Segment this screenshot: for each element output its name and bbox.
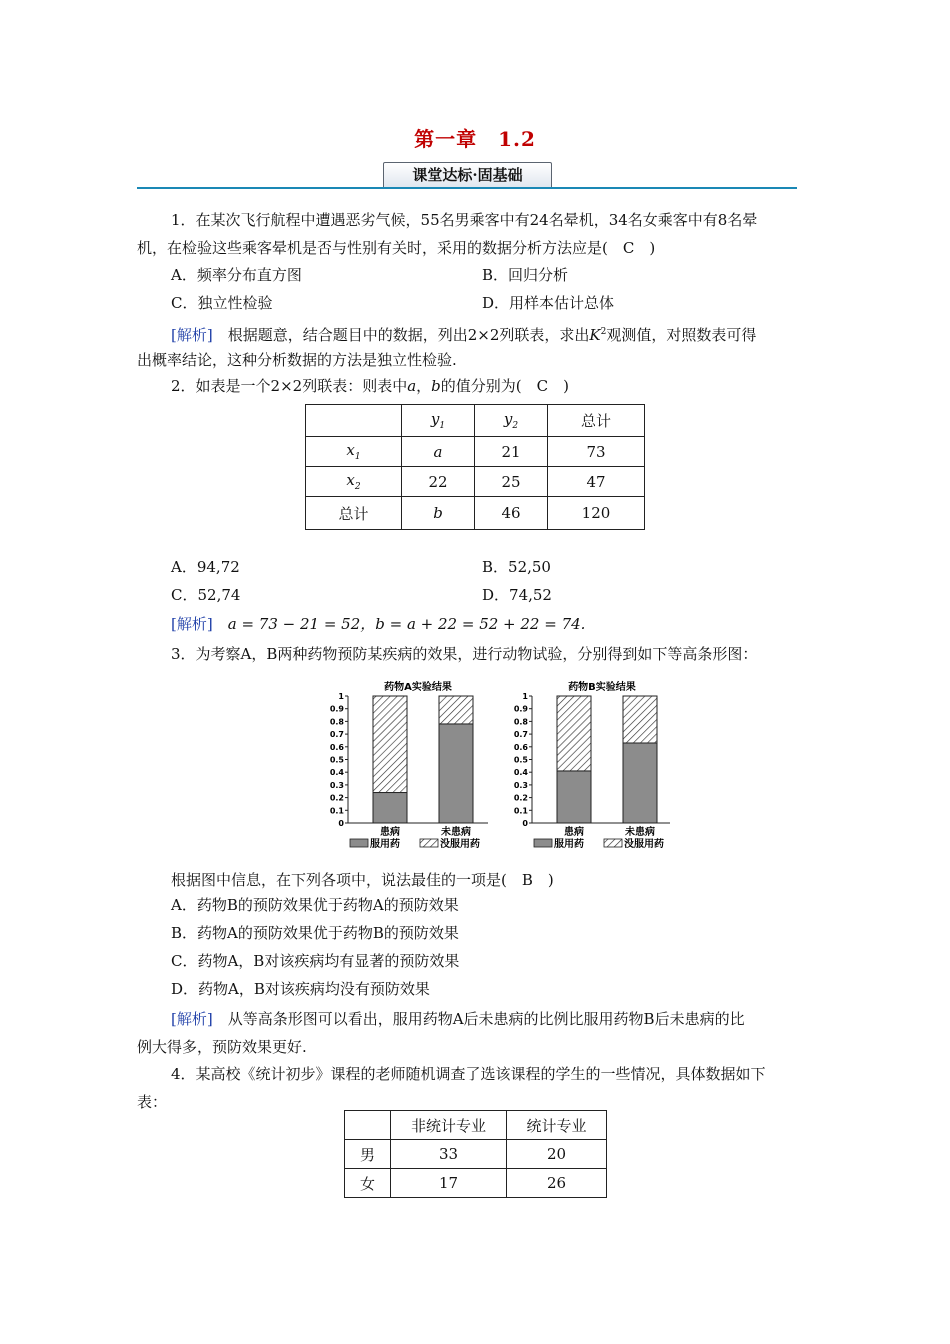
chart-title: 药物B实验结果: [568, 682, 636, 693]
legend-swatch-untreated: [604, 839, 622, 847]
y-tick-label: 0.1: [513, 806, 528, 816]
y-tick-label: 0.3: [513, 780, 528, 790]
q3-analysis-line2: 例大得多，预防效果更好.: [137, 1038, 307, 1056]
y-tick-label: 0.2: [329, 793, 344, 803]
q2-line: 2．如表是一个2×2列联表：则表中a，b的值分别为( C ): [171, 377, 569, 395]
y-tick-label: 0: [338, 819, 344, 828]
category-label: 患病: [564, 827, 584, 838]
bar-treated: [439, 724, 473, 823]
q4-line1: 4．某高校《统计初步》课程的老师随机调查了选该课程的学生的一些情况，具体数据如下: [171, 1065, 766, 1083]
category-label: 未患病: [441, 827, 471, 838]
y-tick-label: 1: [522, 692, 528, 701]
q3-answer: B: [521, 871, 533, 889]
bar-treated: [623, 743, 657, 823]
y-tick-label: 0.2: [513, 793, 528, 803]
y-tick-label: 0.9: [513, 704, 528, 714]
table-row: $y_1$ $y_2$ 总计: [306, 405, 645, 437]
bar-treated: [373, 793, 407, 823]
y-tick-label: 1: [338, 692, 344, 701]
table-row: 非统计专业 统计专业: [345, 1111, 607, 1140]
category-label: 未患病: [625, 827, 655, 838]
y-tick-label: 0.4: [513, 768, 528, 778]
legend-label: 没服用药: [624, 839, 664, 850]
analysis-label: [解析]: [171, 615, 213, 633]
legend-swatch-treated: [534, 839, 552, 847]
y-tick-label: 0: [522, 819, 528, 828]
y-tick-label: 0.8: [329, 717, 344, 727]
bar-untreated: [623, 696, 657, 743]
table-header-total: 总计: [548, 405, 645, 437]
q1-answer: C: [622, 239, 635, 257]
y-tick-label: 0.6: [513, 742, 528, 752]
y-tick-label: 0.6: [329, 742, 344, 752]
legend-label: 没服用药: [440, 839, 480, 850]
table-row: 男 33 20: [345, 1140, 607, 1169]
bar-untreated: [439, 696, 473, 724]
y-tick-label: 0.9: [329, 704, 344, 714]
q1-line1: 1．在某次飞行航程中遭遇恶劣气候，55名男乘客中有24名晕机，34名女乘客中有8名晕: [171, 211, 758, 229]
bar-untreated: [557, 696, 591, 771]
legend-swatch-untreated: [420, 839, 438, 847]
bar-treated: [557, 771, 591, 823]
stacked-bar-charts: [325, 676, 670, 856]
page-title: 第一章 1.2: [414, 127, 536, 151]
y-tick-label: 0.7: [329, 730, 344, 740]
legend-swatch-treated: [350, 839, 368, 847]
q1-option-d: D．用样本估计总体: [482, 294, 615, 312]
y-tick-label: 0.7: [513, 730, 528, 740]
q3-option-c: C．药物A，B对该疾病均有显著的预防效果: [171, 952, 460, 970]
q2-option-c: C．52,74: [171, 586, 241, 604]
q3-option-a: A．药物B的预防效果优于药物A的预防效果: [171, 896, 459, 914]
chart-drug-b: [514, 680, 670, 850]
q1-analysis-line2: 出概率结论，这种分析数据的方法是独立性检验.: [137, 351, 457, 369]
bar-untreated: [373, 696, 407, 793]
table-row: 总计 b 46 120: [306, 497, 645, 530]
analysis-label: [解析]: [171, 1010, 213, 1028]
q2-option-a: A．94,72: [171, 558, 240, 576]
chart-title: 药物A实验结果: [384, 682, 452, 693]
q2-table: [305, 404, 645, 530]
q3-question: 根据图中信息，在下列各项中，说法最佳的一项是( B ): [171, 871, 554, 889]
section-badge: 课堂达标·固基础: [383, 162, 552, 189]
q4-line2: 表：: [137, 1093, 168, 1111]
category-label: 患病: [380, 827, 400, 838]
table-row: 女 17 26: [345, 1169, 607, 1198]
q3-line1: 3．为考察A，B两种药物预防某疾病的效果，进行动物试验，分别得到如下等高条形图：: [171, 645, 758, 663]
q3-option-b: B．药物A的预防效果优于药物B的预防效果: [171, 924, 459, 942]
y-tick-label: 0.5: [329, 755, 344, 765]
y-tick-label: 0.3: [329, 780, 344, 790]
q2-option-d: D．74,52: [482, 586, 552, 604]
y-tick-label: 0.5: [513, 755, 528, 765]
table-row: $x_1$ a 21 73: [306, 437, 645, 467]
q1-line2: 机，在检验这些乘客晕机是否与性别有关时，采用的数据分析方法应是( C ): [137, 239, 656, 257]
q2-option-b: B．52,50: [482, 558, 551, 576]
header-rule: [137, 187, 797, 189]
q1-option-b: B．回归分析: [482, 266, 569, 284]
q3-analysis-line1: [解析] 从等高条形图可以看出，服用药物A后未患病的比例比服用药物B后未患病的比: [171, 1010, 745, 1028]
legend-label: 服用药: [370, 839, 400, 850]
q1-analysis-line1: [解析] 根据题意，结合题目中的数据，列出2×2列联表，求出$K^2$观测值，对照数表可得: [171, 326, 757, 344]
q1-option-a: A．频率分布直方图: [171, 266, 302, 284]
q4-table: [344, 1110, 607, 1198]
y-tick-label: 0.1: [329, 806, 344, 816]
analysis-label: [解析]: [171, 326, 213, 344]
y-tick-label: 0.4: [329, 768, 344, 778]
q3-option-d: D．药物A，B对该疾病均没有预防效果: [171, 980, 430, 998]
table-row: $x_2$ 22 25 47: [306, 467, 645, 497]
legend-label: 服用药: [554, 839, 584, 850]
q2-analysis: [解析] a = 73 − 21 = 52，b = a + 22 = 52 + 22 = 74.: [171, 615, 586, 633]
y-tick-label: 0.8: [513, 717, 528, 727]
q1-option-c: C．独立性检验: [171, 294, 273, 312]
chart-drug-a: [330, 680, 488, 850]
q2-answer: C: [536, 377, 549, 395]
